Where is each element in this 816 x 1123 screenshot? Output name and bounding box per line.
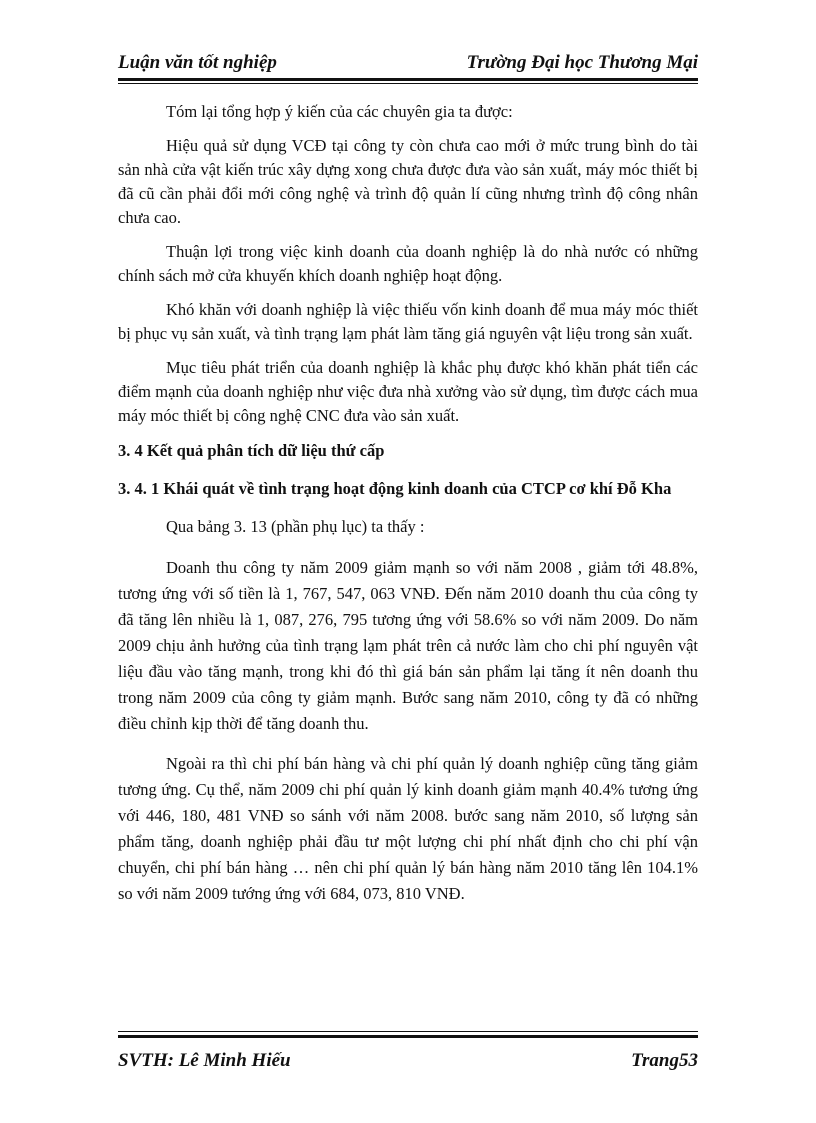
paragraph-goals: Mục tiêu phát triển của doanh nghiệp là khắc phụ được khó khăn phát tiển các điểm mạnh của doanh nghiệp như việc đưa nhà xưởng vào sử dụng, tìm được cách mua máy móc thiết bị công nghệ CNC đưa vào sản xuất.	[118, 358, 698, 425]
section-heading-3-4-1: 3. 4. 1 Khái quát về tình trạng hoạt động kinh doanh của CTCP cơ khí Đỗ Kha	[118, 479, 672, 498]
page-header	[118, 50, 698, 78]
footer-page-number: Trang53	[631, 1050, 698, 1071]
header-rule-thick	[118, 78, 698, 81]
page-footer	[118, 1050, 698, 1076]
paragraph-revenue: Doanh thu công ty năm 2009 giảm mạnh so với năm 2008 , giảm tới 48.8%, tương ứng với số tiền là 1, 767, 547, 063 VNĐ. Đến năm 2010 doanh thu của công ty đã tăng lên nhiều là 1, 087, 276, 795 tương ứng với 58.6% so với năm 2009. Do năm 2009 chịu ảnh hưởng của tình trạng lạm phát trên cả nước làm cho chi phí nguyên vật liệu đầu vào tăng mạnh, trong khi đó thì giá bán sản phẩm lại tăng ít nên doanh thu trong năm 2009 của công ty giảm mạnh. Bước sang năm 2010, công ty đã có những điều chỉnh kịp thời để tăng doanh thu.	[118, 558, 698, 733]
page-body	[118, 100, 698, 917]
header-thesis-title: Luận văn tốt nghiệp	[118, 52, 277, 73]
footer-rule-thick	[118, 1035, 698, 1038]
section-heading-3-4: 3. 4 Kết quả phân tích dữ liệu thứ cấp	[118, 441, 385, 460]
footer-student-name: SVTH: Lê Minh Hiếu	[118, 1050, 291, 1071]
header-rule-thin	[118, 83, 698, 84]
paragraph-summary-intro: Tóm lại tổng hợp ý kiến của các chuyên gia ta được:	[166, 102, 513, 121]
paragraph-table-reference: Qua bảng 3. 13 (phần phụ lục) ta thấy :	[166, 517, 425, 536]
paragraph-costs: Ngoài ra thì chi phí bán hàng và chi phí quản lý doanh nghiệp cũng tăng giảm tương ứng. Cụ thể, năm 2009 chi phí quản lý kinh doanh giảm mạnh 40.4% tương ứng với 446, 180, 481 VNĐ so sánh với năm 2008. bước sang năm 2010, số lượng sản phẩm tăng, doanh nghiệp phải đầu tư một lượng chi phí nhất định cho chi phí vận chuyển, chi phí bán hàng … nên chi phí quản lý bán hàng năm 2010 tăng lên 104.1% so với năm 2009 tướng ứng với 684, 073, 810 VNĐ.	[118, 754, 698, 903]
footer-rule-thin	[118, 1031, 698, 1032]
paragraph-difficulties: Khó khăn với doanh nghiệp là việc thiếu vốn kinh doanh để mua máy móc thiết bị phục vụ sản xuất, và tình trạng lạm phát làm tăng giá nguyên vật liệu trong sản xuất.	[118, 300, 698, 343]
paragraph-advantages: Thuận lợi trong việc kinh doanh của doanh nghiệp là do nhà nước có những chính sách mở cửa khuyến khích doanh nghiệp hoạt động.	[118, 242, 698, 285]
header-university-name: Trường Đại học Thương Mại	[466, 52, 698, 73]
paragraph-efficiency: Hiệu quả sử dụng VCĐ tại công ty còn chưa cao mới ở mức trung bình do tài sản nhà cửa vật kiến trúc xây dựng xong chưa được đưa vào sản xuất, máy móc thiết bị đã cũ cần phải đổi mới công nghệ và trình độ quản lí cũng nhưng trình độ công nhân chưa cao.	[118, 136, 698, 227]
